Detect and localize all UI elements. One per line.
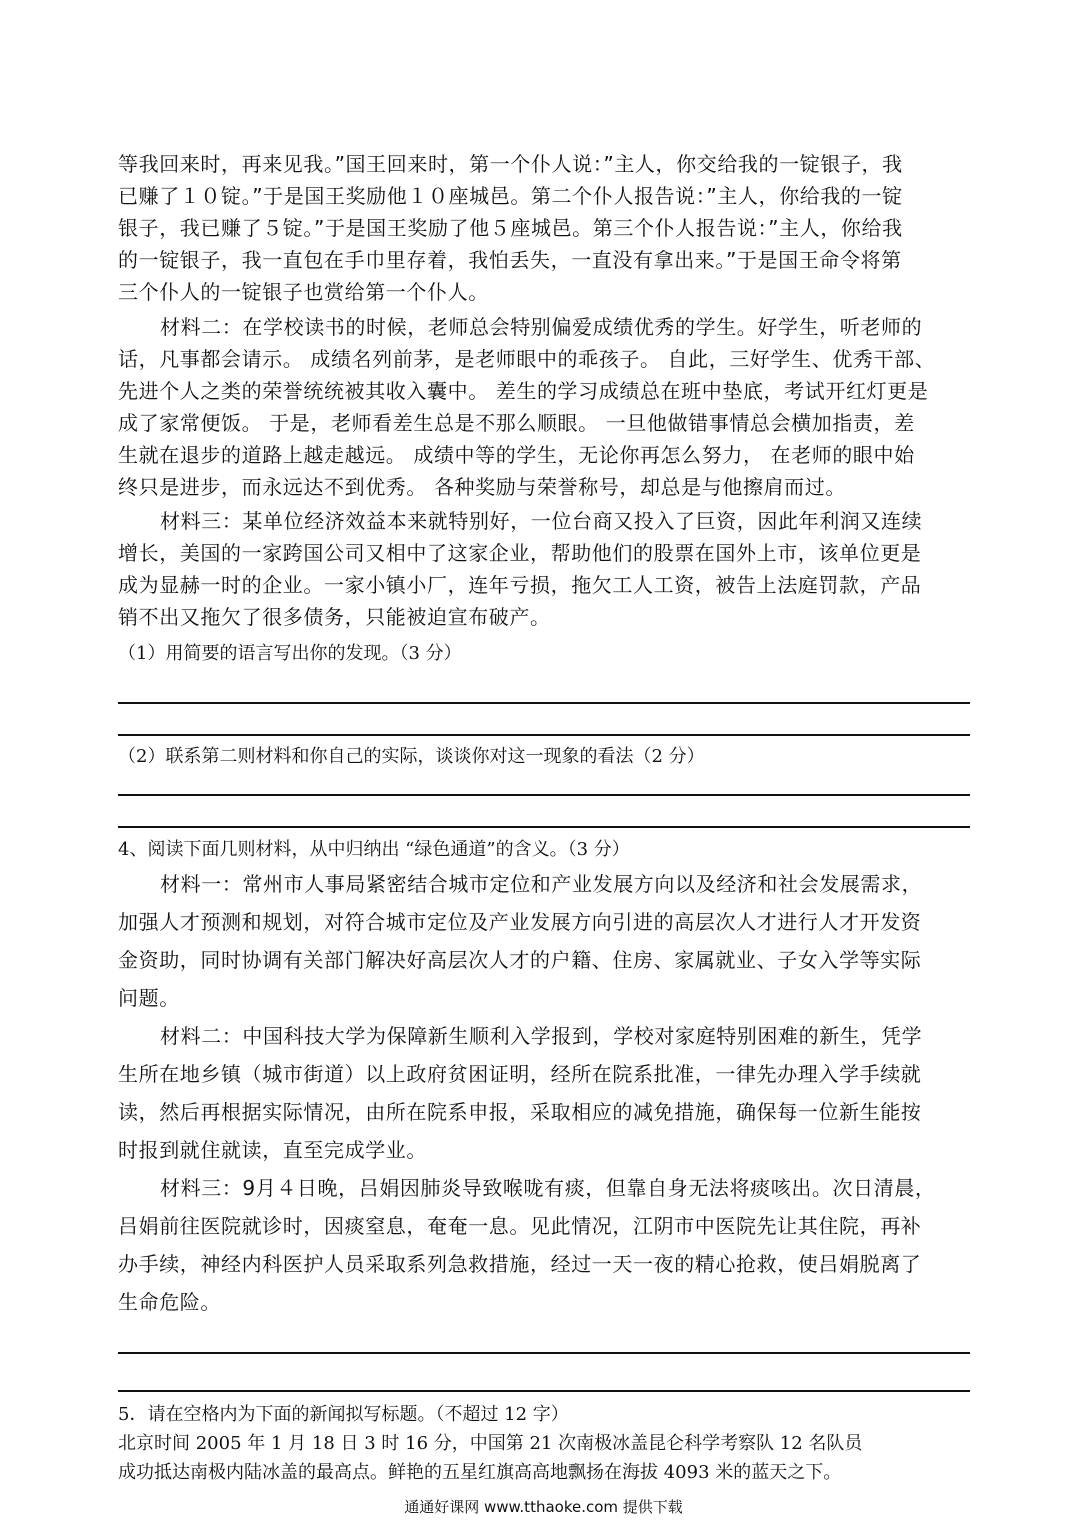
answer-line[interactable] <box>118 1390 970 1392</box>
question-2: （2）联系第二则材料和你自己的实际，谈谈你对这一现象的看法（2 分） <box>118 746 705 767</box>
text-line: 生就在退步的道路上越走越远。 成绩中等的学生，无论你再怎么努力， 在老师的眼中始 <box>118 443 915 467</box>
text-line: 生所在地乡镇（城市街道）以上政府贫困证明，经所在院系批准，一律先办理入学手续就 <box>118 1062 922 1086</box>
text-line: 先进个人之类的荣誉统统被其收入囊中。 差生的学习成绩总在班中垫底，考试开红灯更是 <box>118 379 929 403</box>
material-three-paragraph: 材料三：某单位经济效益本来就特别好，一位台商又投入了巨资，因此年利润又连续 <box>160 509 923 533</box>
material-one-paragraph: 材料一：常州市人事局紧密结合城市定位和产业发展方向以及经济和社会发展需求， <box>160 872 923 896</box>
text-line: 银子，我已赚了５锭。”于是国王奖励了他５座城邑。第三个仆人报告说：”主人，你给我 <box>118 216 903 240</box>
answer-line[interactable] <box>118 734 970 736</box>
text-line: 办手续，神经内科医护人员采取系列急救措施，经过一天一夜的精心抢救，使吕娟脱离了 <box>118 1252 922 1276</box>
material-two-paragraph: 材料二：在学校读书的时候，老师总会特别偏爱成绩优秀的学生。好学生，听老师的 <box>160 315 923 339</box>
answer-line[interactable] <box>118 794 970 796</box>
text-line: 生命危险。 <box>118 1290 221 1314</box>
text-line: 终只是进步，而永远达不到优秀。 各种奖励与荣誉称号，却总是与他擦肩而过。 <box>118 475 846 499</box>
text-line: 已赚了１０锭。”于是国王奖励他１０座城邑。第二个仆人报告说：”主人，你给我的一锭 <box>118 184 903 208</box>
text-line: 吕娟前往医院就诊时，因痰窒息，奄奄一息。见此情况，江阴市中医院先让其住院，再补 <box>118 1214 922 1238</box>
material-three-paragraph: 材料三：9月４日晚，吕娟因肺炎导致喉咙有痰，但靠自身无法将痰咳出。次日清晨， <box>160 1176 936 1200</box>
text-line: 金资助，同时协调有关部门解决好高层次人才的户籍、住房、家属就业、子女入学等实际 <box>118 948 922 972</box>
question-1: （1）用简要的语言写出你的发现。（3 分） <box>118 643 462 664</box>
material-two-paragraph: 材料二：中国科技大学为保障新生顺利入学报到，学校对家庭特别困难的新生，凭学 <box>160 1024 923 1048</box>
text-line: 三个仆人的一锭银子也赏给第一个仆人。 <box>118 280 489 304</box>
text-line: 时报到就住就读，直至完成学业。 <box>118 1138 427 1162</box>
answer-line[interactable] <box>118 1352 970 1354</box>
text-line: 问题。 <box>118 986 180 1010</box>
text-line: 成为显赫一时的企业。一家小镇小厂，连年亏损，拖欠工人工资，被告上法庭罚款，产品 <box>118 573 922 597</box>
question-4: 4、阅读下面几则材料，从中归纳出 “绿色通道”的含义。（3 分） <box>118 839 630 860</box>
text-line: 的一锭银子，我一直包在手巾里存着，我怕丢失，一直没有拿出来。”于是国王命令将第 <box>118 248 902 272</box>
text-line: 话，凡事都会请示。 成绩名列前茅，是老师眼中的乖孩子。 自此，三好学生、优秀干部、 <box>118 347 936 371</box>
question-5: 5．请在空格内为下面的新闻拟写标题。（不超过 12 字） <box>118 1404 569 1425</box>
news-text-line: 北京时间 2005 年 1 月 18 日 3 时 16 分，中国第 21 次南极冰盖昆仑科学考察队 12 名队员 <box>118 1433 863 1454</box>
text-line: 成了家常便饭。 于是，老师看差生总是不那么顺眼。 一旦他做错事情总会横加指责，差 <box>118 411 915 435</box>
text-line: 增长，美国的一家跨国公司又相中了这家企业，帮助他们的股票在国外上市，该单位更是 <box>118 541 922 565</box>
answer-line[interactable] <box>118 702 970 704</box>
text-line: 销不出又拖欠了很多债务，只能被迫宣布破产。 <box>118 605 551 629</box>
text-line: 等我回来时，再来见我。”国王回来时，第一个仆人说：”主人，你交给我的一锭银子，我 <box>118 152 903 176</box>
text-line: 加强人才预测和规划，对符合城市定位及产业发展方向引进的高层次人才进行人才开发资 <box>118 910 922 934</box>
answer-line[interactable] <box>118 826 970 828</box>
news-text-line: 成功抵达南极内陆冰盖的最高点。鲜艳的五星红旗高高地飘扬在海拔 4093 米的蓝天之下。 <box>118 1462 842 1483</box>
text-line: 读，然后再根据实际情况，由所在院系申报，采取相应的减免措施，确保每一位新生能按 <box>118 1100 922 1124</box>
page-footer: 通通好课网 www.tthaoke.com 提供下载 <box>404 1498 683 1516</box>
